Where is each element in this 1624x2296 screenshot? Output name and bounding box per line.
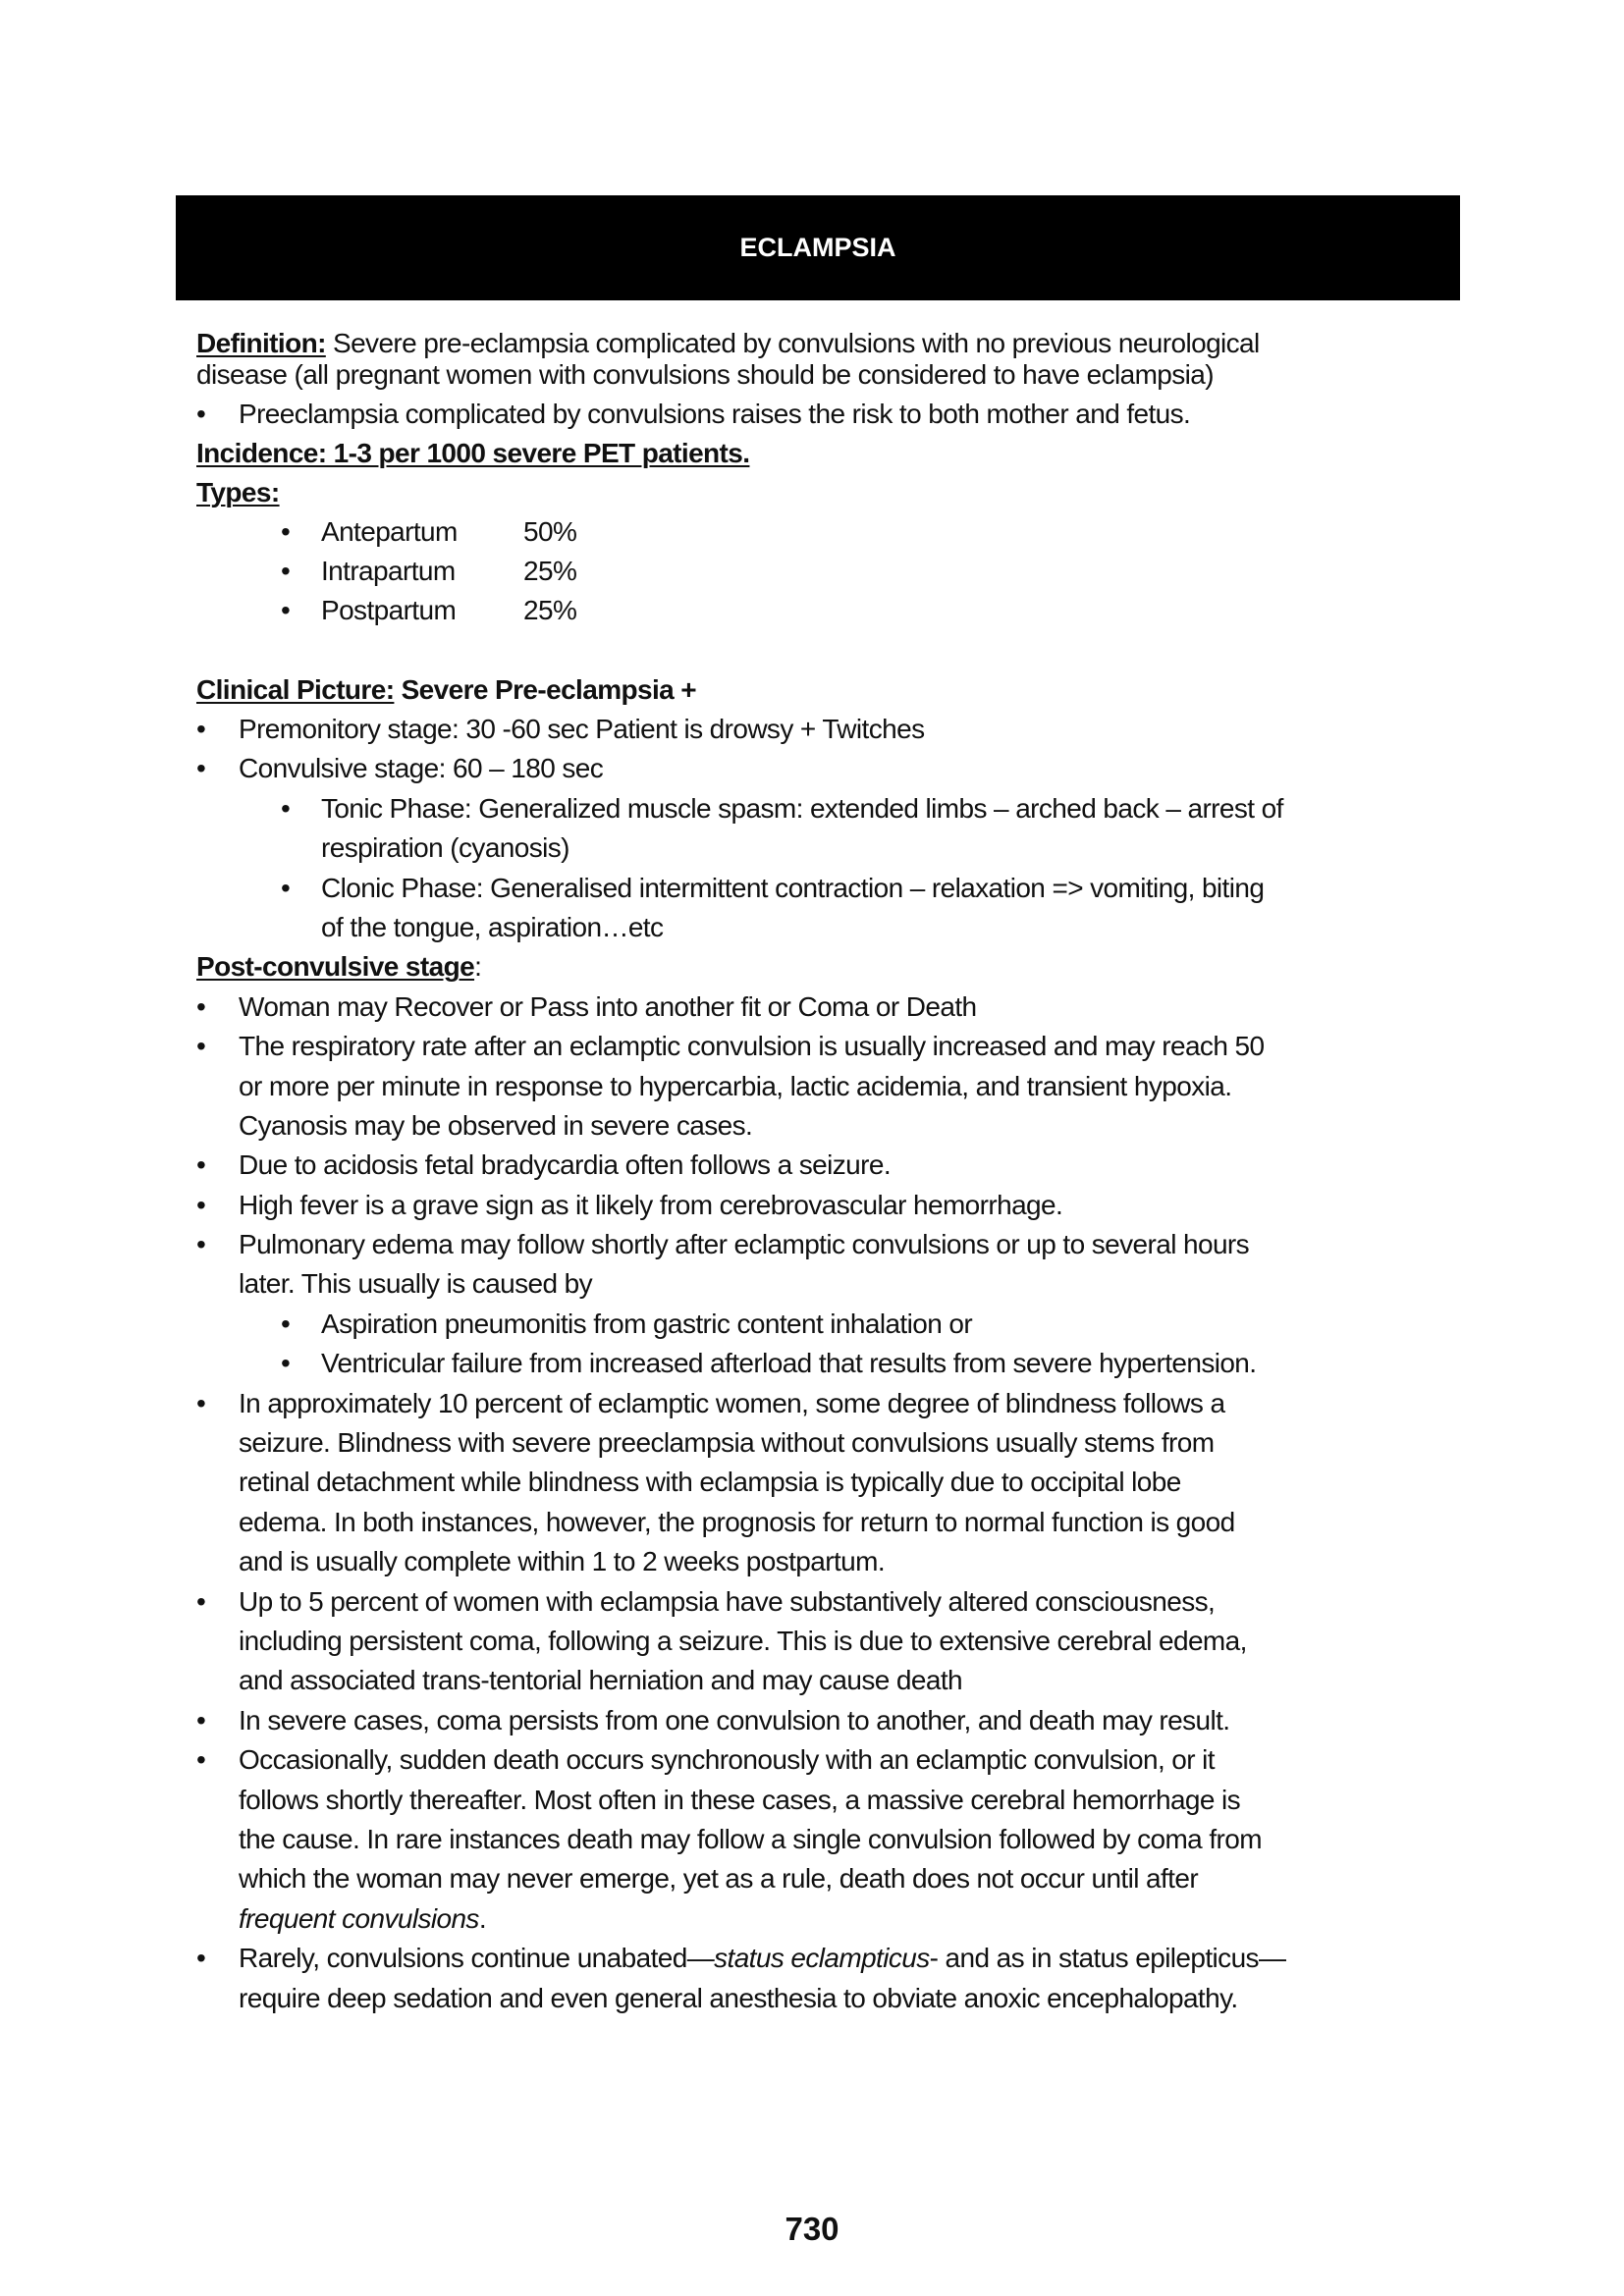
post-colon: : <box>474 951 482 982</box>
bullet-icon: • <box>281 595 291 625</box>
bullet-text: High fever is a grave sign as it likely from cerebrovascular hemorrhage. <box>239 1190 1063 1220</box>
bullet-text: Aspiration pneumonitis from gastric content inhalation or <box>321 1308 973 1339</box>
post-label: Post-convulsive stage <box>196 951 475 982</box>
text: - and as in status epilepticus— <box>929 1943 1286 1973</box>
bullet-icon: • <box>196 1031 206 1061</box>
bullet-continuation: require deep sedation and even general anesthesia to obviate anoxic encephalopathy. <box>239 1983 1238 2013</box>
section-title-bar <box>176 195 1460 300</box>
bullet-icon: • <box>281 556 291 586</box>
bullet-text: Woman may Recover or Pass into another fit or Coma or Death <box>239 991 977 1022</box>
bullet-icon: • <box>196 1149 206 1180</box>
bullet-icon: • <box>196 991 206 1022</box>
bullet-text: In severe cases, coma persists from one convulsion to another, and death may result. <box>239 1705 1230 1735</box>
bullet-icon: • <box>196 714 206 744</box>
bullet-continuation: including persistent coma, following a seizure. This is due to extensive cerebral edema, <box>239 1626 1247 1656</box>
bullet-continuation: edema. In both instances, however, the prognosis for return to normal function is good <box>239 1507 1235 1537</box>
page-title: ECLAMPSIA <box>739 233 896 262</box>
bullet-icon: • <box>196 1586 206 1617</box>
types-heading: Types: <box>196 477 280 507</box>
page-number: 730 <box>785 2211 839 2247</box>
bullet-icon: • <box>196 1229 206 1259</box>
text: Rarely, convulsions continue unabated— <box>239 1943 715 1973</box>
definition-bullet-text: Preeclampsia complicated by convulsions raises the risk to both mother and fetus. <box>239 399 1191 429</box>
definition-label: Definition: <box>196 328 326 358</box>
definition-text: Severe pre-eclampsia complicated by convulsions with no previous neurological <box>325 328 1260 358</box>
type-percent: 50% <box>523 516 577 547</box>
bullet-continuation: Cyanosis may be observed in severe cases. <box>239 1110 753 1141</box>
text: . <box>478 1903 487 1934</box>
bullet-text: Occasionally, sudden death occurs synchronously with an eclamptic convulsion, or it <box>239 1744 1215 1775</box>
bullet-text: Convulsive stage: 60 – 180 sec <box>239 753 604 783</box>
bullet-continuation: follows shortly thereafter. Most often in these cases, a massive cerebral hemorrhage is <box>239 1785 1241 1815</box>
bullet-text: In approximately 10 percent of eclamptic women, some degree of blindness follows a <box>239 1388 1225 1418</box>
clinical-label-suffix: Severe Pre-eclampsia + <box>394 674 697 705</box>
bullet-text <box>239 1939 1285 1978</box>
bullet-continuation: respiration (cyanosis) <box>321 832 569 863</box>
bullet-icon: • <box>281 1348 291 1378</box>
type-percent: 25% <box>523 556 577 586</box>
bullet-text: Clonic Phase: Generalised intermittent contraction – relaxation => vomiting, biting <box>321 873 1265 903</box>
bullet-icon: • <box>281 516 291 547</box>
bullet-continuation: and associated trans-tentorial herniation and may cause death <box>239 1665 962 1695</box>
bullet-icon: • <box>281 1308 291 1339</box>
clinical-heading <box>196 670 696 710</box>
type-name: Intrapartum <box>321 556 456 586</box>
bullet-continuation: the cause. In rare instances death may follow a single convulsion followed by coma from <box>239 1824 1262 1854</box>
type-name: Postpartum <box>321 595 457 625</box>
type-percent: 25% <box>523 595 577 625</box>
bullet-continuation: and is usually complete within 1 to 2 weeks postpartum. <box>239 1546 886 1576</box>
bullet-continuation: seizure. Blindness with severe preeclampsia without convulsions usually stems from <box>239 1427 1215 1458</box>
bullet-continuation: retinal detachment while blindness with eclampsia is typically due to occipital lobe <box>239 1467 1181 1497</box>
type-name: Antepartum <box>321 516 458 547</box>
bullet-icon: • <box>196 1744 206 1775</box>
italic-text: frequent convulsions <box>239 1903 479 1934</box>
post-convulsive-heading <box>196 947 481 987</box>
bullet-icon: • <box>196 753 206 783</box>
bullet-continuation: later. This usually is caused by <box>239 1268 593 1299</box>
bullet-text: Tonic Phase: Generalized muscle spasm: extended limbs – arched back – arrest of <box>321 793 1283 824</box>
bullet-text: Premonitory stage: 30 -60 sec Patient is drowsy + Twitches <box>239 714 925 744</box>
bullet-text: Ventricular failure from increased afterload that results from severe hypertension. <box>321 1348 1257 1378</box>
bullet-continuation <box>239 1899 486 1939</box>
bullet-icon: • <box>196 399 206 429</box>
bullet-icon: • <box>196 1943 206 1973</box>
bullet-icon: • <box>196 1705 206 1735</box>
bullet-continuation: which the woman may never emerge, yet as a rule, death does not occur until after <box>239 1863 1199 1894</box>
bullet-text: The respiratory rate after an eclamptic convulsion is usually increased and may reach 50 <box>239 1031 1265 1061</box>
bullet-continuation: of the tongue, aspiration…etc <box>321 912 664 942</box>
bullet-text: Up to 5 percent of women with eclampsia have substantively altered consciousness, <box>239 1586 1216 1617</box>
bullet-continuation: or more per minute in response to hypercarbia, lactic acidemia, and transient hypoxia. <box>239 1071 1232 1101</box>
definition-line-2: disease (all pregnant women with convulsions should be considered to have eclampsia) <box>196 359 1214 390</box>
bullet-text: Due to acidosis fetal bradycardia often follows a seizure. <box>239 1149 892 1180</box>
bullet-icon: • <box>196 1190 206 1220</box>
bullet-text: Pulmonary edema may follow shortly after eclamptic convulsions or up to several hours <box>239 1229 1250 1259</box>
bullet-icon: • <box>196 1388 206 1418</box>
italic-text: status eclampticus <box>714 1943 930 1973</box>
bullet-icon: • <box>281 873 291 903</box>
clinical-label: Clinical Picture: <box>196 674 395 705</box>
bullet-icon: • <box>281 793 291 824</box>
incidence-heading: Incidence: 1-3 per 1000 severe PET patients. <box>196 438 750 468</box>
